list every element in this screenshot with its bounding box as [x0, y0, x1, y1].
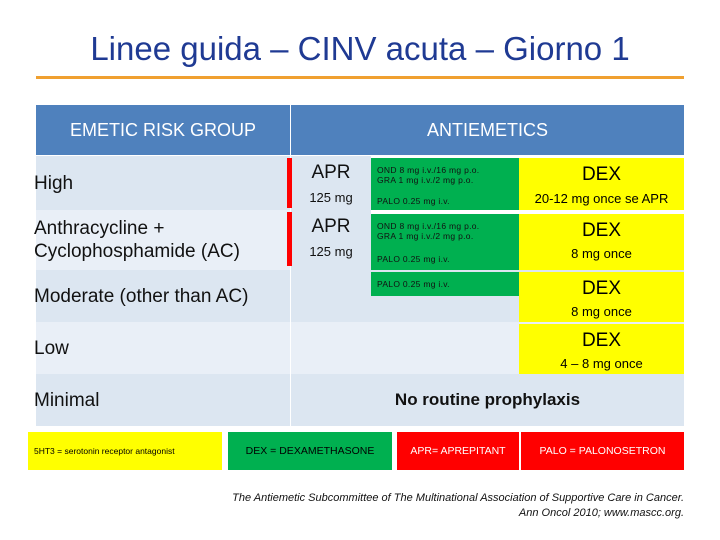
palo-ac-box: [371, 248, 519, 270]
dex-low-dose: 4 – 8 mg once: [560, 356, 643, 371]
palo-moderate-box: [371, 272, 519, 296]
dex-low-box: [519, 324, 684, 374]
header-antiemetics-label: ANTIEMETICS: [426, 119, 548, 140]
fivet3-ac-line1: OND 8 mg i.v./16 mg p.o.: [377, 221, 480, 231]
risk-low: [0, 322, 290, 374]
apr-ac-marker: [287, 212, 292, 266]
risk-high-label: High: [34, 172, 74, 194]
citation-line1: The Antiemetic Subcommittee of The Multinational Association of Supportive Care in Cancer.: [232, 492, 684, 504]
risk-high: [0, 156, 290, 210]
risk-ac: [0, 210, 290, 270]
apr-ac-box: [291, 210, 371, 270]
risk-minimal: [0, 374, 290, 426]
dex-ac-box: [519, 214, 684, 270]
apr-ac-dose: 125 mg: [309, 244, 353, 259]
legend-palo-text: PALO = PALONOSETRON: [539, 445, 666, 457]
minimal-note-text: No routine prophylaxis: [394, 390, 581, 409]
palo-ac-label: PALO 0.25 mg i.v.: [377, 254, 450, 264]
fivet3-high-box: [371, 158, 519, 190]
legend-dex-text: DEX = DEXAMETHASONE: [245, 445, 375, 457]
risk-ac-line2: Cyclophosphamide (AC): [34, 241, 240, 262]
citation-line2: Ann Oncol 2010; www.mascc.org.: [518, 507, 684, 519]
fivet3-ac-line2: GRA 1 mg i.v./2 mg p.o.: [377, 231, 474, 241]
palo-high-label: PALO 0.25 mg i.v.: [377, 196, 450, 206]
header-antiemetics: [291, 105, 684, 155]
apr-ac-label: APR: [311, 216, 351, 237]
risk-moderate-label: Moderate (other than AC): [34, 285, 249, 307]
apr-high-box: [291, 156, 371, 210]
dex-moderate-dose: 8 mg once: [571, 304, 632, 319]
dex-ac-dose: 8 mg once: [571, 246, 632, 261]
header-risk-label: EMETIC RISK GROUP: [69, 119, 257, 140]
legend-5ht3-text: 5HT3 = serotonin receptor antagonist: [34, 446, 175, 456]
dex-high-label: DEX: [581, 164, 622, 185]
minimal-note: [291, 374, 684, 426]
fivet3-high-line1: OND 8 mg i.v./16 mg p.o.: [377, 165, 480, 175]
dex-moderate-label: DEX: [581, 278, 622, 299]
legend-5ht3: [28, 432, 222, 470]
citation: [150, 491, 684, 521]
risk-ac-line1: Anthracycline +: [34, 218, 165, 239]
palo-moderate-label: PALO 0.25 mg i.v.: [377, 279, 450, 289]
dex-low-label: DEX: [581, 330, 622, 351]
title-divider: [36, 76, 684, 79]
dex-high-dose: 20-12 mg once se APR: [534, 191, 669, 206]
fivet3-high-line2: GRA 1 mg i.v./2 mg p.o.: [377, 175, 474, 185]
apr-high-marker: [287, 158, 292, 208]
dex-ac-label: DEX: [581, 220, 622, 241]
risk-low-label: Low: [34, 337, 69, 359]
header-emetic-risk-group: [36, 105, 290, 155]
risk-minimal-label: Minimal: [34, 389, 100, 411]
risk-moderate: [0, 270, 290, 322]
legend-apr-text: APR= APREPITANT: [410, 445, 506, 457]
dex-high-box: [519, 158, 684, 210]
palo-high-box: [371, 190, 519, 210]
page-title: Linee guida – CINV acuta – Giorno 1: [90, 30, 630, 67]
legend-apr: [397, 432, 519, 470]
legend-palo: [521, 432, 684, 470]
apr-high-dose: 125 mg: [309, 190, 353, 205]
fivet3-ac-box: [371, 214, 519, 248]
legend-dex: [228, 432, 392, 470]
dex-moderate-box: [519, 272, 684, 322]
apr-high-label: APR: [311, 162, 351, 183]
